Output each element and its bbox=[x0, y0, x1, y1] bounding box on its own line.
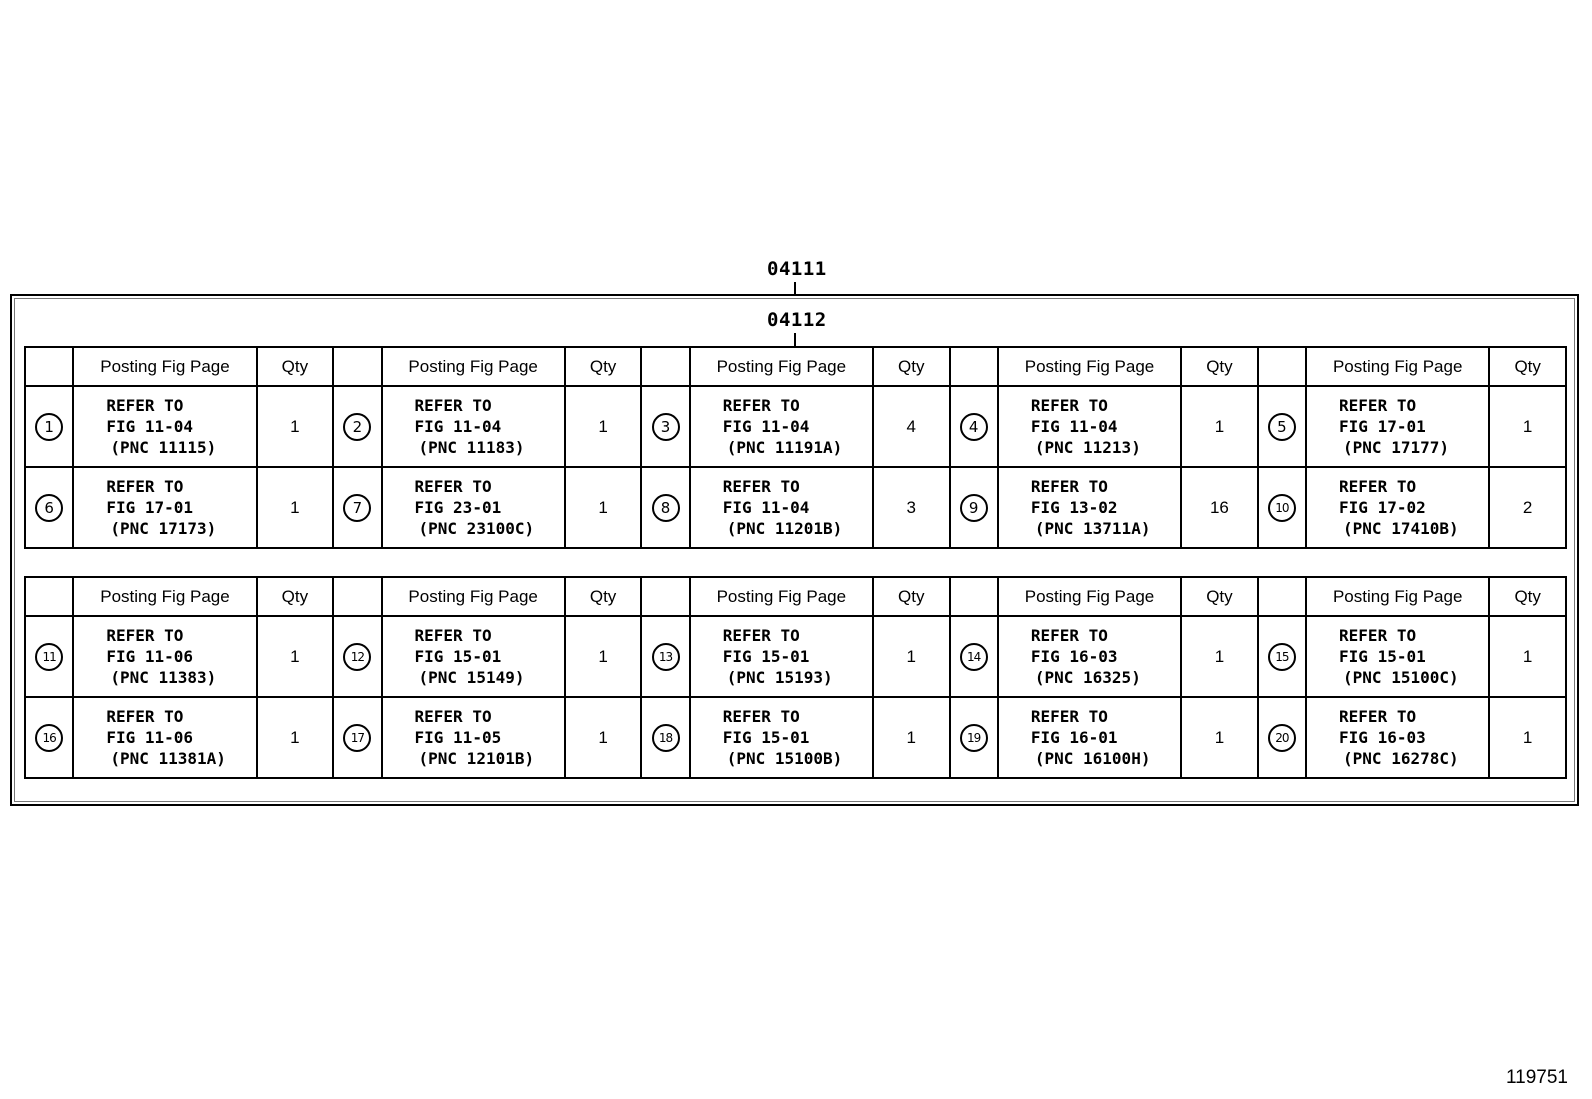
qty-cell: 1 bbox=[873, 697, 950, 778]
item-number-cell bbox=[1258, 697, 1306, 778]
table-row bbox=[25, 697, 1566, 778]
refer-text: REFER TO bbox=[1030, 626, 1108, 645]
pnc-reference: (PNC 11201B) bbox=[726, 519, 843, 538]
qty-cell: 1 bbox=[1489, 616, 1566, 697]
fig-reference: FIG 15-01 bbox=[722, 728, 810, 747]
pnc-reference: (PNC 16100H) bbox=[1034, 749, 1151, 768]
qty-cell: 1 bbox=[565, 386, 642, 467]
parts-table-bottom bbox=[24, 576, 1567, 779]
refer-text: REFER TO bbox=[414, 707, 492, 726]
header-number-cell bbox=[641, 347, 689, 386]
item-number-badge: 5 bbox=[1268, 413, 1296, 441]
header-qty: Qty bbox=[1489, 577, 1566, 616]
header-posting-fig-page: Posting Fig Page bbox=[1306, 577, 1489, 616]
fig-reference: FIG 11-04 bbox=[722, 417, 810, 436]
qty-cell: 3 bbox=[873, 467, 950, 548]
posting-fig-cell bbox=[382, 467, 565, 548]
item-number-cell bbox=[25, 467, 73, 548]
item-number-cell bbox=[1258, 467, 1306, 548]
refer-text: REFER TO bbox=[414, 626, 492, 645]
item-number-cell bbox=[641, 697, 689, 778]
header-qty: Qty bbox=[257, 347, 334, 386]
refer-text: REFER TO bbox=[414, 396, 492, 415]
item-number-cell bbox=[333, 697, 381, 778]
posting-fig-cell bbox=[1306, 697, 1489, 778]
item-number-badge: 15 bbox=[1268, 643, 1296, 671]
posting-fig-cell bbox=[73, 467, 256, 548]
posting-fig-cell bbox=[382, 616, 565, 697]
header-qty: Qty bbox=[565, 347, 642, 386]
pnc-reference: (PNC 17173) bbox=[110, 519, 217, 538]
header-posting-fig-page: Posting Fig Page bbox=[1306, 347, 1489, 386]
pnc-reference: (PNC 13711A) bbox=[1034, 519, 1151, 538]
qty-cell: 1 bbox=[565, 697, 642, 778]
item-number-cell bbox=[950, 386, 998, 467]
header-number-cell bbox=[333, 577, 381, 616]
refer-text: REFER TO bbox=[1339, 707, 1417, 726]
fig-reference: FIG 11-05 bbox=[414, 728, 502, 747]
header-posting-fig-page: Posting Fig Page bbox=[73, 577, 256, 616]
fig-reference: FIG 11-04 bbox=[106, 417, 194, 436]
item-number-cell bbox=[641, 386, 689, 467]
fig-reference: FIG 17-02 bbox=[1339, 498, 1426, 517]
posting-fig-cell bbox=[73, 386, 256, 467]
figure-id: 119751 bbox=[1506, 1067, 1568, 1088]
posting-fig-cell bbox=[382, 697, 565, 778]
posting-fig-cell bbox=[690, 386, 873, 467]
header-number-cell bbox=[1258, 347, 1306, 386]
posting-fig-cell bbox=[382, 386, 565, 467]
header-qty: Qty bbox=[873, 577, 950, 616]
item-number-cell bbox=[950, 697, 998, 778]
pnc-reference: (PNC 11115) bbox=[110, 438, 217, 457]
item-number-badge: 18 bbox=[652, 724, 680, 752]
item-number-badge: 17 bbox=[343, 724, 371, 752]
header-qty: Qty bbox=[565, 577, 642, 616]
table-row bbox=[25, 616, 1566, 697]
pnc-reference: (PNC 11183) bbox=[418, 438, 525, 457]
parts-table-top bbox=[24, 346, 1567, 549]
qty-cell: 1 bbox=[1181, 386, 1258, 467]
qty-cell: 16 bbox=[1181, 467, 1258, 548]
item-number-badge: 3 bbox=[652, 413, 680, 441]
refer-text: REFER TO bbox=[106, 626, 184, 645]
posting-fig-cell bbox=[1306, 467, 1489, 548]
posting-fig-cell bbox=[73, 616, 256, 697]
qty-cell: 1 bbox=[1489, 697, 1566, 778]
fig-reference: FIG 11-06 bbox=[106, 647, 194, 666]
header-posting-fig-page: Posting Fig Page bbox=[690, 577, 873, 616]
item-number-badge: 14 bbox=[960, 643, 988, 671]
item-number-cell bbox=[25, 697, 73, 778]
header-number-cell bbox=[950, 347, 998, 386]
fig-reference: FIG 11-06 bbox=[106, 728, 194, 747]
item-number-badge: 20 bbox=[1268, 724, 1296, 752]
qty-cell: 1 bbox=[257, 697, 334, 778]
item-number-cell bbox=[641, 467, 689, 548]
header-number-cell bbox=[1258, 577, 1306, 616]
table-header-row bbox=[25, 577, 1566, 616]
pnc-reference: (PNC 17177) bbox=[1343, 438, 1449, 457]
pnc-reference: (PNC 11381A) bbox=[110, 749, 226, 768]
header-number-cell bbox=[641, 577, 689, 616]
pnc-reference: (PNC 15193) bbox=[726, 668, 833, 687]
pnc-reference: (PNC 11213) bbox=[1034, 438, 1141, 457]
pnc-reference: (PNC 16278C) bbox=[1343, 749, 1459, 768]
refer-text: REFER TO bbox=[414, 477, 492, 496]
qty-cell: 4 bbox=[873, 386, 950, 467]
qty-cell: 1 bbox=[1181, 697, 1258, 778]
qty-cell: 2 bbox=[1489, 467, 1566, 548]
refer-text: REFER TO bbox=[1030, 477, 1108, 496]
posting-fig-cell bbox=[998, 697, 1181, 778]
item-number-badge: 1 bbox=[35, 413, 63, 441]
fig-reference: FIG 16-03 bbox=[1030, 647, 1118, 666]
pnc-reference: (PNC 23100C) bbox=[418, 519, 535, 538]
header-posting-fig-page: Posting Fig Page bbox=[998, 577, 1181, 616]
item-number-cell bbox=[950, 616, 998, 697]
qty-cell: 1 bbox=[1489, 386, 1566, 467]
posting-fig-cell bbox=[998, 616, 1181, 697]
assembly-label-04112: 04112 bbox=[767, 309, 827, 331]
qty-cell: 1 bbox=[1181, 616, 1258, 697]
pnc-reference: (PNC 15149) bbox=[418, 668, 525, 687]
item-number-cell bbox=[1258, 616, 1306, 697]
refer-text: REFER TO bbox=[1030, 396, 1108, 415]
item-number-badge: 7 bbox=[343, 494, 371, 522]
header-qty: Qty bbox=[1181, 577, 1258, 616]
header-posting-fig-page: Posting Fig Page bbox=[382, 577, 565, 616]
refer-text: REFER TO bbox=[1030, 707, 1108, 726]
item-number-badge: 13 bbox=[652, 643, 680, 671]
item-number-badge: 11 bbox=[35, 643, 63, 671]
posting-fig-cell bbox=[998, 467, 1181, 548]
fig-reference: FIG 17-01 bbox=[1339, 417, 1426, 436]
fig-reference: FIG 11-04 bbox=[722, 498, 810, 517]
item-number-badge: 12 bbox=[343, 643, 371, 671]
header-qty: Qty bbox=[257, 577, 334, 616]
fig-reference: FIG 16-01 bbox=[1030, 728, 1118, 747]
item-number-cell bbox=[25, 616, 73, 697]
header-number-cell bbox=[950, 577, 998, 616]
item-number-cell bbox=[333, 616, 381, 697]
fig-reference: FIG 23-01 bbox=[414, 498, 502, 517]
item-number-cell bbox=[641, 616, 689, 697]
pnc-reference: (PNC 11191A) bbox=[726, 438, 843, 457]
fig-reference: FIG 17-01 bbox=[106, 498, 194, 517]
refer-text: REFER TO bbox=[1339, 396, 1417, 415]
pnc-reference: (PNC 15100B) bbox=[726, 749, 843, 768]
pnc-reference: (PNC 16325) bbox=[1034, 668, 1141, 687]
refer-text: REFER TO bbox=[722, 477, 800, 496]
refer-text: REFER TO bbox=[106, 707, 184, 726]
pnc-reference: (PNC 11383) bbox=[110, 668, 217, 687]
fig-reference: FIG 15-01 bbox=[722, 647, 810, 666]
refer-text: REFER TO bbox=[722, 626, 800, 645]
refer-text: REFER TO bbox=[106, 477, 184, 496]
fig-reference: FIG 15-01 bbox=[1339, 647, 1426, 666]
header-number-cell bbox=[333, 347, 381, 386]
table-row bbox=[25, 386, 1566, 467]
refer-text: REFER TO bbox=[1339, 477, 1417, 496]
fig-reference: FIG 11-04 bbox=[414, 417, 502, 436]
header-posting-fig-page: Posting Fig Page bbox=[998, 347, 1181, 386]
leader-line-inner bbox=[794, 333, 796, 346]
item-number-cell bbox=[333, 467, 381, 548]
item-number-badge: 2 bbox=[343, 413, 371, 441]
item-number-badge: 8 bbox=[652, 494, 680, 522]
header-qty: Qty bbox=[1181, 347, 1258, 386]
header-number-cell bbox=[25, 577, 73, 616]
header-posting-fig-page: Posting Fig Page bbox=[690, 347, 873, 386]
qty-cell: 1 bbox=[873, 616, 950, 697]
table-row bbox=[25, 467, 1566, 548]
header-posting-fig-page: Posting Fig Page bbox=[73, 347, 256, 386]
header-qty: Qty bbox=[873, 347, 950, 386]
header-number-cell bbox=[25, 347, 73, 386]
posting-fig-cell bbox=[1306, 616, 1489, 697]
refer-text: REFER TO bbox=[722, 396, 800, 415]
fig-reference: FIG 13-02 bbox=[1030, 498, 1118, 517]
item-number-badge: 4 bbox=[960, 413, 988, 441]
item-number-badge: 19 bbox=[960, 724, 988, 752]
item-number-badge: 10 bbox=[1268, 494, 1296, 522]
refer-text: REFER TO bbox=[1339, 626, 1417, 645]
posting-fig-cell bbox=[73, 697, 256, 778]
refer-text: REFER TO bbox=[106, 396, 184, 415]
assembly-label-04111: 04111 bbox=[767, 258, 827, 280]
posting-fig-cell bbox=[1306, 386, 1489, 467]
fig-reference: FIG 15-01 bbox=[414, 647, 502, 666]
item-number-cell bbox=[333, 386, 381, 467]
header-posting-fig-page: Posting Fig Page bbox=[382, 347, 565, 386]
pnc-reference: (PNC 15100C) bbox=[1343, 668, 1459, 687]
posting-fig-cell bbox=[690, 697, 873, 778]
posting-fig-cell bbox=[690, 467, 873, 548]
qty-cell: 1 bbox=[257, 386, 334, 467]
item-number-badge: 16 bbox=[35, 724, 63, 752]
qty-cell: 1 bbox=[565, 467, 642, 548]
pnc-reference: (PNC 12101B) bbox=[418, 749, 535, 768]
item-number-badge: 6 bbox=[35, 494, 63, 522]
item-number-cell bbox=[1258, 386, 1306, 467]
header-qty: Qty bbox=[1489, 347, 1566, 386]
pnc-reference: (PNC 17410B) bbox=[1343, 519, 1459, 538]
fig-reference: FIG 16-03 bbox=[1339, 728, 1426, 747]
qty-cell: 1 bbox=[257, 616, 334, 697]
item-number-cell bbox=[25, 386, 73, 467]
fig-reference: FIG 11-04 bbox=[1030, 417, 1118, 436]
posting-fig-cell bbox=[690, 616, 873, 697]
qty-cell: 1 bbox=[565, 616, 642, 697]
item-number-cell bbox=[950, 467, 998, 548]
posting-fig-cell bbox=[998, 386, 1181, 467]
table-header-row bbox=[25, 347, 1566, 386]
item-number-badge: 9 bbox=[960, 494, 988, 522]
refer-text: REFER TO bbox=[722, 707, 800, 726]
qty-cell: 1 bbox=[257, 467, 334, 548]
